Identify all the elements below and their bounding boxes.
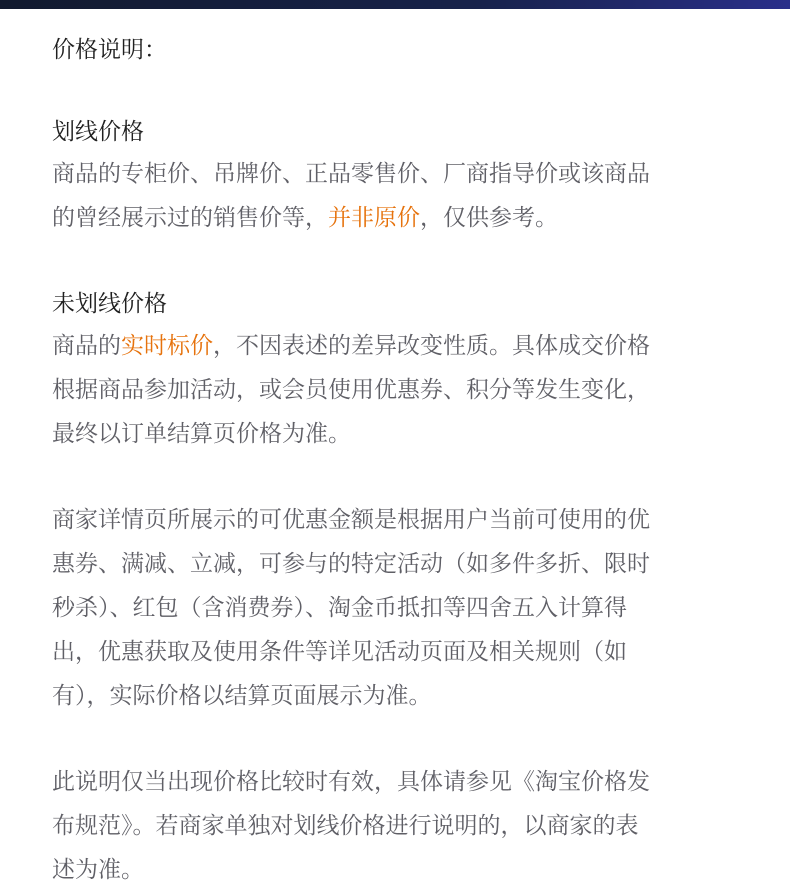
non-strikethrough-price-line-1: 商品的实时标价，不因表述的差异改变性质。具体成交价格 xyxy=(52,333,650,359)
non-strikethrough-price-title: 未划线价格 xyxy=(52,291,167,317)
disclaimer-line-1: 此说明仅当出现价格比较时有效，具体请参见《淘宝价格发 xyxy=(52,769,650,795)
price-explanation-content xyxy=(52,30,742,892)
top-bar xyxy=(0,0,790,9)
non-strikethrough-price-line-3: 最终以订单结算页价格为准。 xyxy=(52,421,351,447)
non-strikethrough-price-line-2: 根据商品参加活动，或会员使用优惠券、积分等发生变化， xyxy=(52,377,650,403)
discount-explanation-line-2: 惠券、满减、立减，可参与的特定活动（如多件多折、限时 xyxy=(52,551,650,577)
strikethrough-price-title: 划线价格 xyxy=(52,119,144,145)
strikethrough-price-line-2: 的曾经展示过的销售价等，并非原价，仅供参考。 xyxy=(52,205,558,231)
disclaimer-line-3: 述为准。 xyxy=(52,857,144,883)
page-title: 价格说明： xyxy=(52,37,167,63)
real-time-price-highlight: 实时标价 xyxy=(121,333,213,359)
discount-explanation-line-1: 商家详情页所展示的可优惠金额是根据用户当前可使用的优 xyxy=(52,507,650,533)
strikethrough-price-line-1: 商品的专柜价、吊牌价、正品零售价、厂商指导价或该商品 xyxy=(52,161,650,187)
discount-explanation-line-3: 秒杀）、红包（含消费券）、淘金币抵扣等四舍五入计算得 xyxy=(52,595,627,621)
discount-explanation-line-4: 出，优惠获取及使用条件等详见活动页面及相关规则（如 xyxy=(52,639,627,665)
not-original-price-highlight: 并非原价 xyxy=(328,205,420,231)
disclaimer-line-2: 布规范》。若商家单独对划线价格进行说明的，以商家的表 xyxy=(52,813,639,839)
discount-explanation-line-5: 有），实际价格以结算页面展示为准。 xyxy=(52,683,432,709)
